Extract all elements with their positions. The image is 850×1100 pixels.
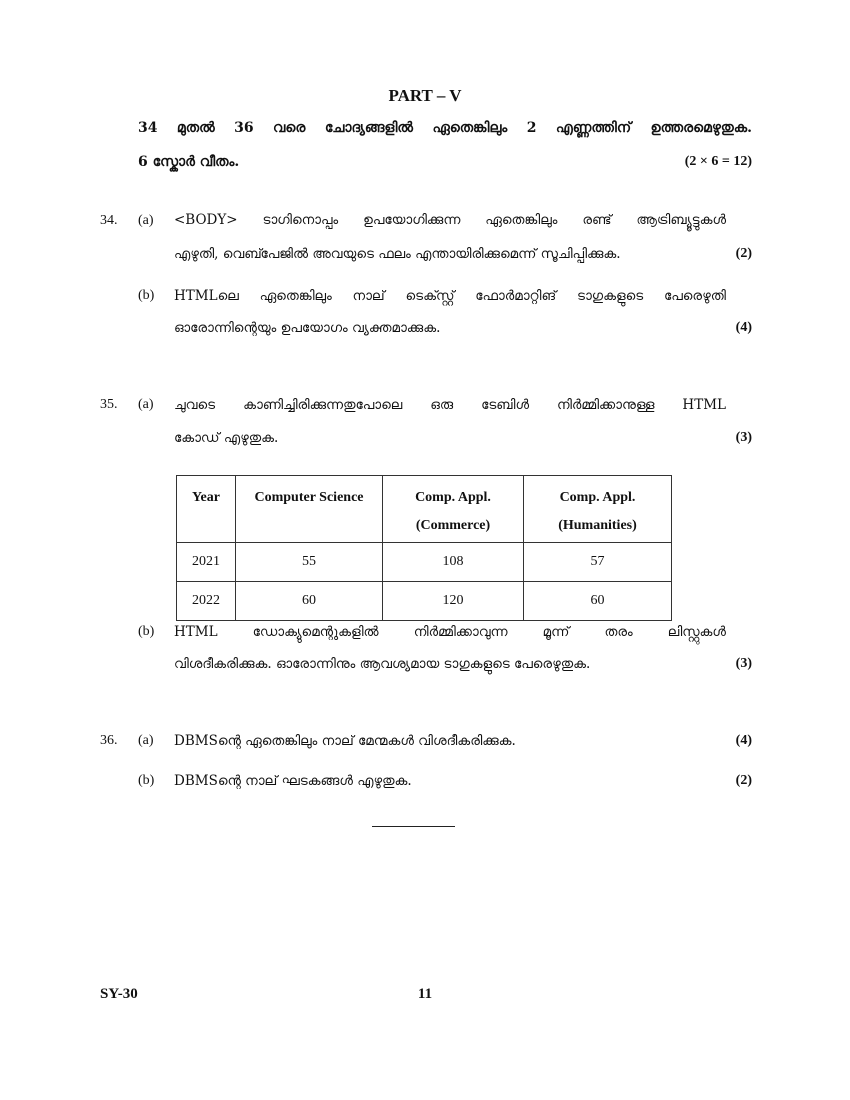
question-35a-line-1: ചുവടെ കാണിച്ചിരിക്കുന്നതുപോലെ ഒരു ടേബിൾ നിർമ്മിക്കാനുള്ള HTML — [174, 397, 726, 413]
question-34-number: 34. — [100, 213, 118, 228]
instruction-score: (2 × 6 = 12) — [684, 154, 752, 169]
question-35b-marks: (3) — [735, 656, 752, 671]
instruction-line-2: 6 സ്കോർ വീതം. — [138, 154, 240, 170]
question-36a-marks: (4) — [735, 733, 752, 748]
question-35b-line-2: വിശദീകരിക്കുക. ഓരോന്നിനും ആവശ്യമായ ടാഗുകളുടെ പേരെഴുതുക. — [174, 656, 591, 672]
data-table — [176, 475, 672, 621]
header-comp-appl-humanities-line-1: Comp. Appl. — [559, 490, 636, 505]
footer-code: SY-30 — [100, 986, 138, 1002]
table-header-cell — [524, 476, 672, 543]
part-title: PART – V — [388, 86, 462, 105]
question-34b-marks: (4) — [735, 320, 752, 335]
question-35b-label: (b) — [138, 624, 155, 639]
table-cell: 120 — [383, 582, 524, 621]
table-cell: 60 — [524, 582, 672, 621]
table-cell: 108 — [383, 543, 524, 582]
table-header-row — [177, 476, 672, 543]
question-36a-line-1: DBMSന്റെ ഏതെങ്കിലും നാല് മേന്മകൾ വിശദീകരിക്കുക. — [174, 733, 516, 749]
question-34b-line-1: HTMLലെ ഏതെങ്കിലും നാല് ടെക്സ്റ്റ് ഫോർമാറ്റിങ് ടാഗുകളുടെ പേരെഴുതി — [174, 288, 726, 304]
question-34a-line-1: <BODY> ടാഗിനൊപ്പം ഉപയോഗിക്കുന്ന ഏതെങ്കിലും രണ്ട് ആട്രിബ്യൂട്ടുകൾ — [174, 212, 726, 228]
question-36-number: 36. — [100, 733, 118, 748]
table-row — [177, 582, 672, 621]
header-year: Year — [192, 490, 220, 505]
question-35b-line-1: HTML ഡോക്യുമെന്റുകളിൽ നിർമ്മിക്കാവുന്ന മൂന്ന് തരം ലിസ്റ്റുകൾ — [174, 624, 726, 640]
question-34a-label: (a) — [138, 213, 154, 228]
header-computer-science: Computer Science — [254, 490, 364, 505]
table-cell: 60 — [236, 582, 383, 621]
question-34a-line-2: എഴുതി, വെബ്പേജിൽ അവയുടെ ഫലം എന്തായിരിക്കുമെന്ന് സൂചിപ്പിക്കുക. — [174, 246, 621, 262]
end-rule — [372, 826, 455, 827]
table-row — [177, 543, 672, 582]
header-comp-appl-humanities-line-2: (Humanities) — [558, 518, 637, 533]
table-cell-year: 2022 — [177, 582, 236, 621]
table-header-cell — [236, 476, 383, 543]
page-number: 11 — [417, 986, 433, 1002]
question-35a-label: (a) — [138, 397, 154, 412]
question-36b-label: (b) — [138, 773, 155, 788]
header-comp-appl-commerce-line-1: Comp. Appl. — [415, 490, 491, 505]
question-34b-label: (b) — [138, 288, 155, 303]
question-35-number: 35. — [100, 397, 118, 412]
question-36b-line-1: DBMSന്റെ നാല് ഘടകങ്ങൾ എഴുതുക. — [174, 773, 412, 789]
header-comp-appl-commerce-line-2: (Commerce) — [415, 518, 491, 533]
question-34a-marks: (2) — [735, 246, 752, 261]
table-cell-year: 2021 — [177, 543, 236, 582]
question-35a-line-2: കോഡ് എഴുതുക. — [174, 430, 279, 446]
table-header-cell — [383, 476, 524, 543]
instruction-line-1: 34 മുതൽ 36 വരെ ചോദ്യങ്ങളിൽ ഏതെങ്കിലും 2 എണ്ണത്തിന് ഉത്തരമെഴുതുക. — [138, 120, 752, 136]
table-cell: 55 — [236, 543, 383, 582]
question-36b-marks: (2) — [735, 773, 752, 788]
question-36a-label: (a) — [138, 733, 154, 748]
question-35a-marks: (3) — [735, 430, 752, 445]
table-header-cell — [177, 476, 236, 543]
table-cell: 57 — [524, 543, 672, 582]
question-34b-line-2: ഓരോന്നിന്റെയും ഉപയോഗം വ്യക്തമാക്കുക. — [174, 320, 441, 336]
